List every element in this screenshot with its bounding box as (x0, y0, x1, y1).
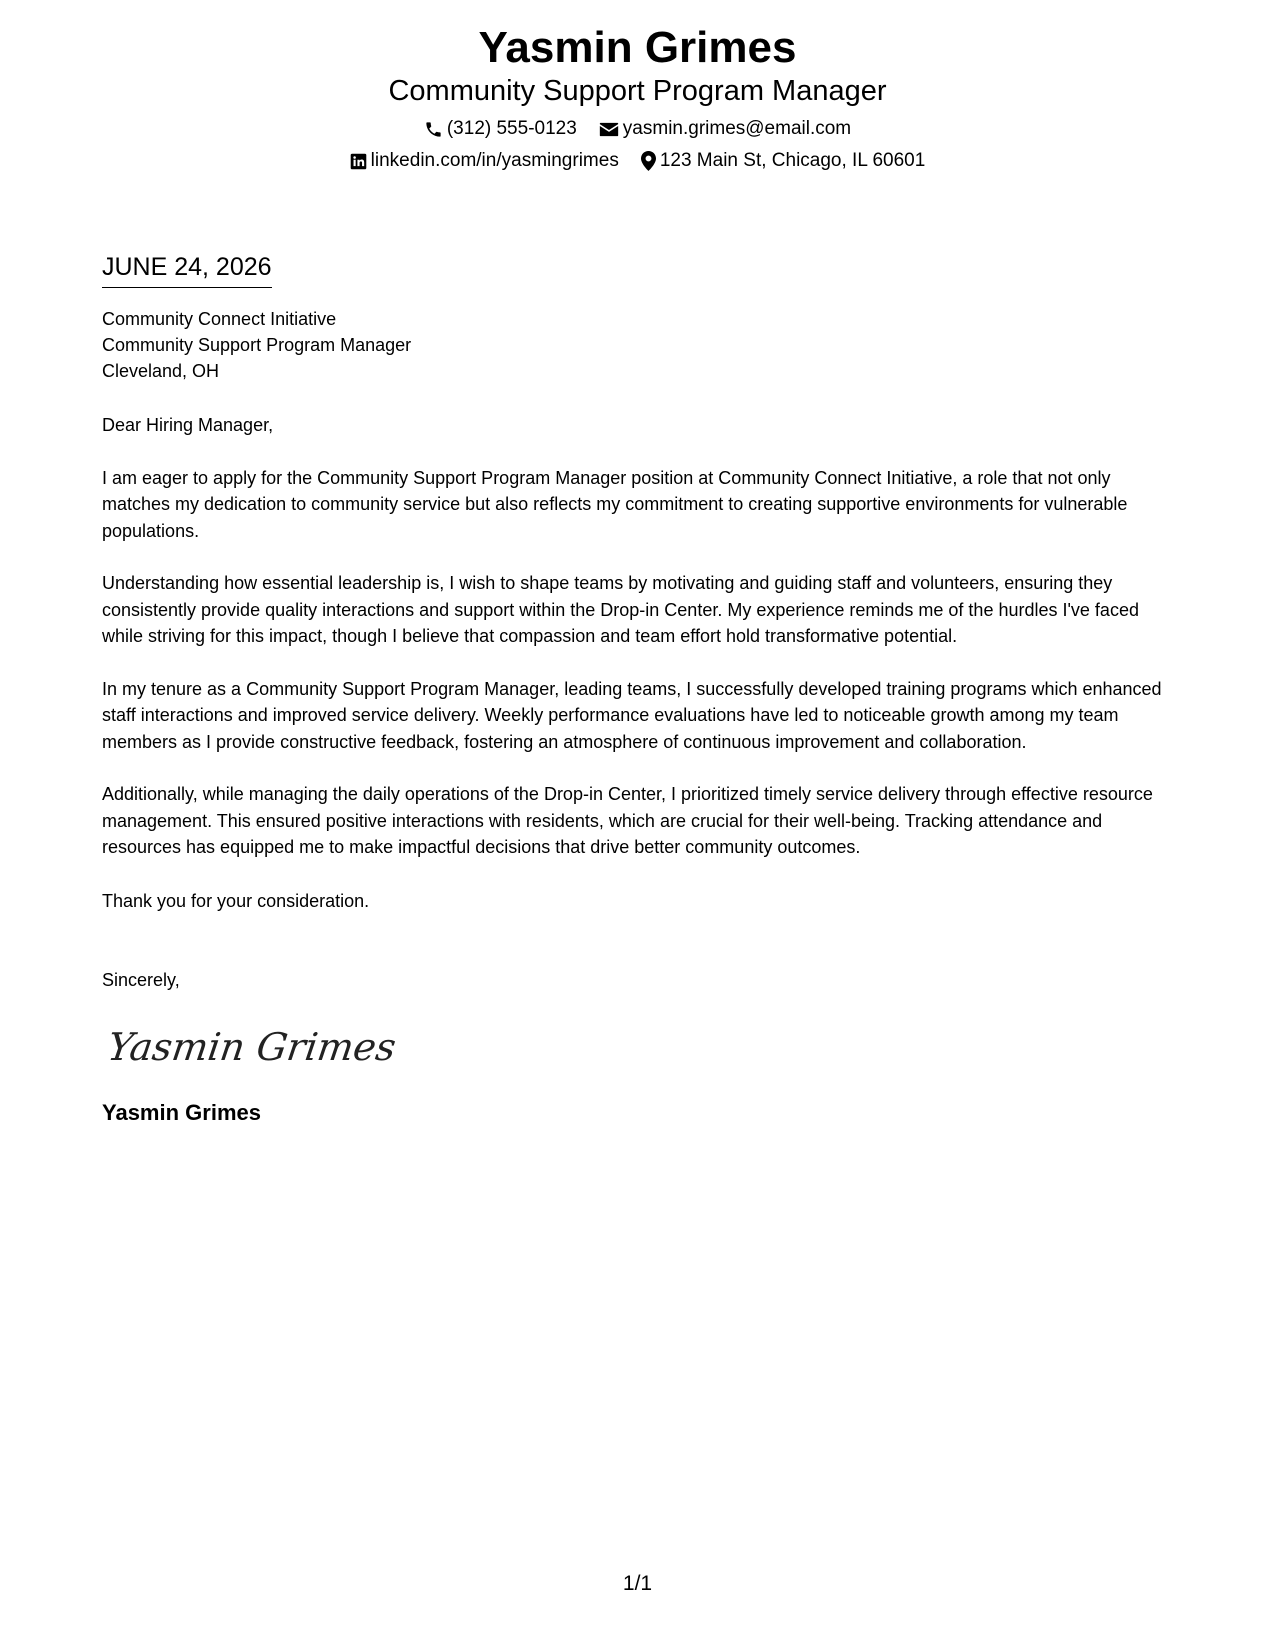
letter-date: JUNE 24, 2026 (102, 252, 272, 288)
email-address: yasmin.grimes@email.com (622, 118, 852, 139)
linkedin-icon (350, 153, 367, 170)
recipient-position: Community Support Program Manager (102, 335, 412, 355)
contact-row-secondary (0, 149, 1275, 173)
contact-address (641, 149, 925, 173)
envelope-icon (599, 121, 619, 138)
body-paragraph-4: Additionally, while managing the daily operations of the Drop-in Center, I prioritized timely service delivery through effective resource management. This ensured positive interactions with residents, which are crucial for their well-being. Tracking attendance and resources has equipped me to make impactful decisions that drive better community outcomes. (102, 784, 1153, 857)
letter-header (0, 22, 1275, 173)
recipient-location: Cleveland, OH (102, 361, 220, 381)
applicant-title: Community Support Program Manager (388, 75, 887, 107)
letter-body (102, 252, 1172, 1127)
svg-text:Yasmin Grimes: Yasmin Grimes (104, 1025, 399, 1070)
contact-phone (424, 117, 577, 141)
street-address: 123 Main St, Chicago, IL 60601 (659, 150, 926, 171)
recipient-company: Community Connect Initiative (102, 309, 337, 329)
map-pin-icon (641, 151, 656, 171)
salutation: Dear Hiring Manager, (102, 415, 274, 435)
applicant-name: Yasmin Grimes (478, 23, 797, 72)
body-paragraph-2: Understanding how essential leadership is, I wish to shape teams by motivating and guiding staff and volunteers, ensuring they consistently provide quality interactions and support within the Drop-in Center. My experience reminds me of the hurdles I've faced while striving for this impact, though I believe that compassion and team effort hold transformative potential. (102, 573, 1139, 646)
recipient-block (102, 306, 1172, 384)
closing-line: Thank you for your consideration. (102, 890, 370, 911)
phone-number: (312) 555-0123 (446, 118, 577, 139)
page-number: 1/1 (622, 1572, 653, 1595)
body-paragraph-3: In my tenure as a Community Support Program Manager, leading teams, I successfully developed training programs which enhanced staff interactions and improved service delivery. Weekly performance evaluations have led to noticeable growth among my team members as I provide constructive feedback, fostering an atmosphere of continuous improvement and collaboration. (102, 678, 1162, 752)
body-paragraph-1: I am eager to apply for the Community Support Program Manager position at Community Connect Initiative, a role that not only matches my dedication to community service but also reflects my commitment to creating supportive environments for vulnerable populations. (102, 467, 1128, 541)
contact-linkedin (350, 149, 619, 173)
signoff: Sincerely, (102, 970, 180, 990)
linkedin-url: linkedin.com/in/yasmingrimes (370, 150, 619, 171)
handwritten-signature (104, 1018, 399, 1078)
phone-icon (424, 120, 443, 139)
contact-email (599, 117, 851, 141)
signed-name: Yasmin Grimes (102, 1100, 261, 1125)
contact-row-primary (0, 117, 1275, 141)
